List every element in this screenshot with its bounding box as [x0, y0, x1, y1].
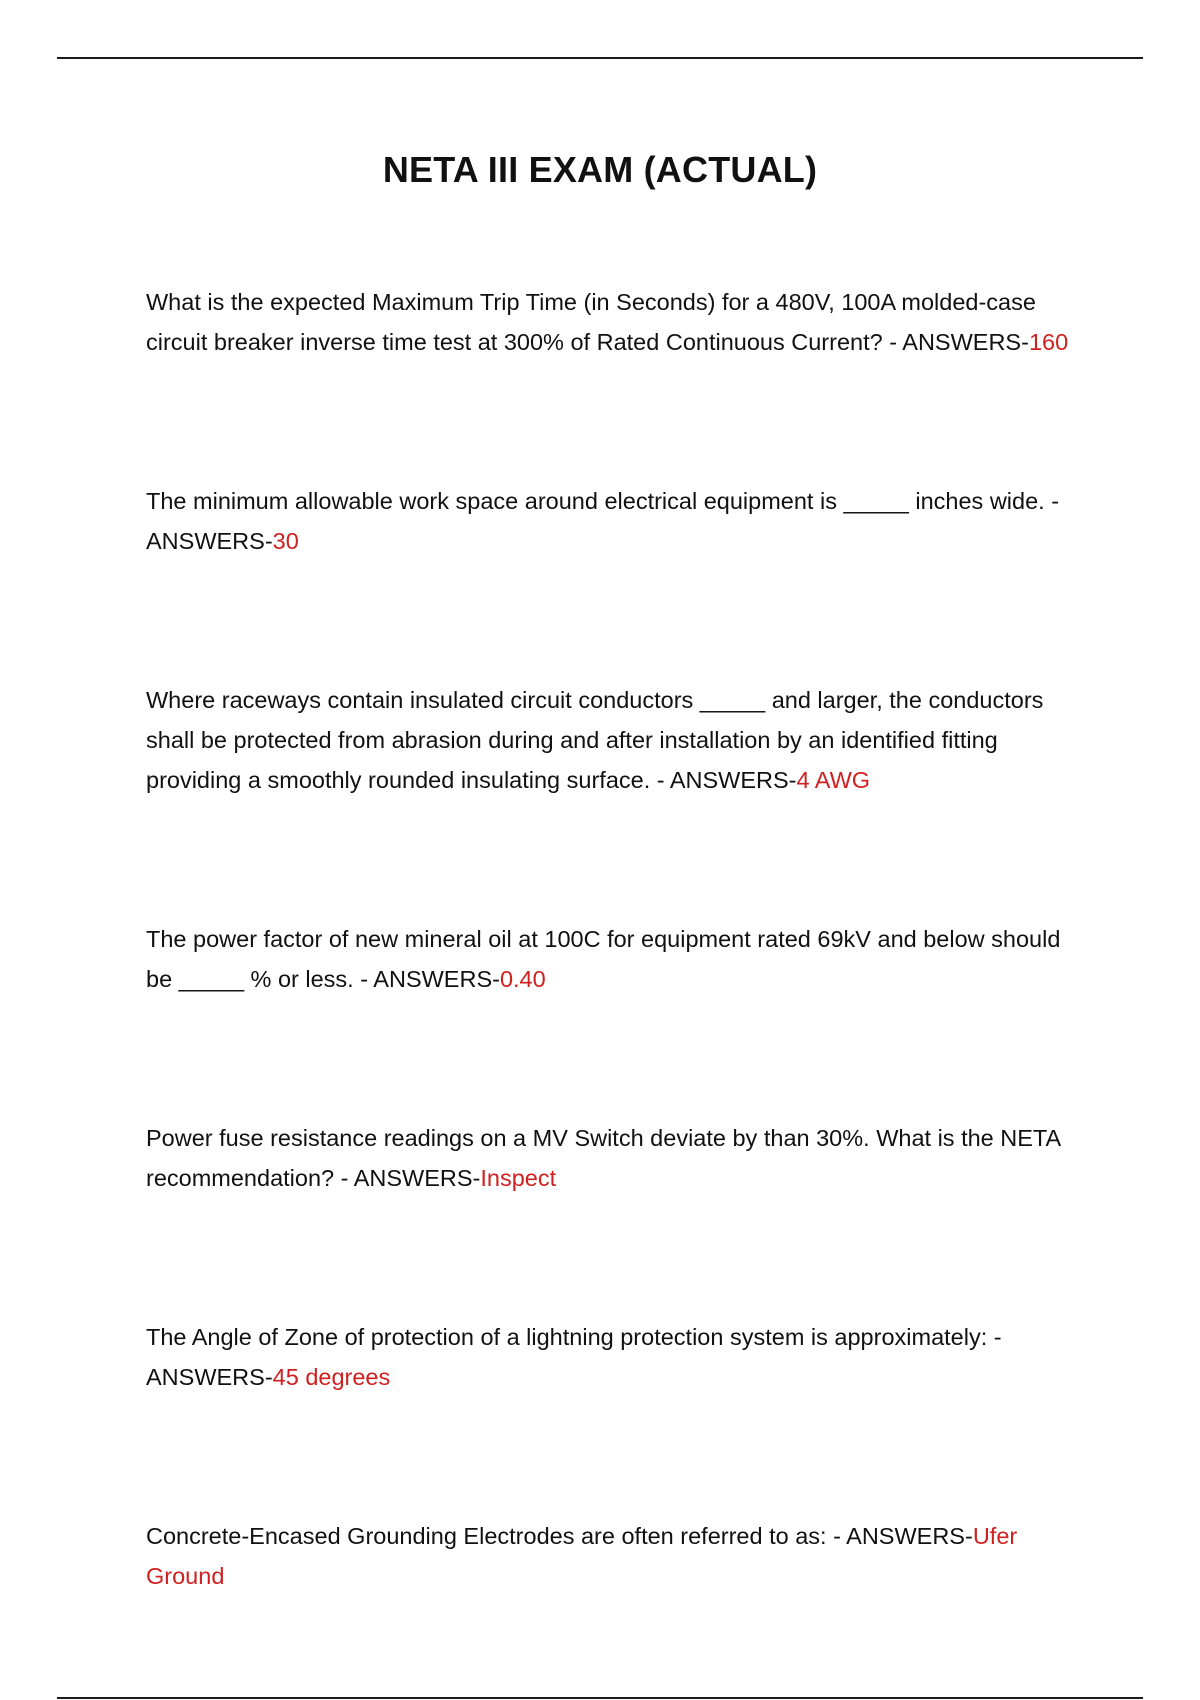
answer-text: 30 [272, 528, 299, 554]
answer-prefix: - ANSWERS- [146, 488, 1060, 554]
qa-item-6 [146, 1317, 1091, 1397]
qa-item-1 [146, 282, 1091, 362]
answer-prefix: - ANSWERS- [334, 1165, 481, 1191]
answer-text: 160 [1028, 329, 1069, 355]
qa-item-2 [146, 481, 1091, 561]
answer-text: 4 AWG [796, 767, 871, 793]
qa-item-4 [146, 919, 1091, 999]
qa-item-5 [146, 1118, 1091, 1198]
question-text: The Angle of Zone of protection of a lightning protection system is approximately: [146, 1324, 988, 1350]
qa-list [146, 282, 1091, 1596]
answer-prefix: - ANSWERS- [650, 767, 797, 793]
answer-text: 0.40 [499, 966, 546, 992]
question-text: The power factor of new mineral oil at 100C for equipment rated 69kV and below should be _____ % or less. [146, 926, 1061, 992]
question-text: The minimum allowable work space around electrical equipment is _____ inches wide. [146, 488, 1045, 514]
answer-text: 45 degrees [272, 1364, 391, 1390]
question-text: What is the expected Maximum Trip Time (in Seconds) for a 480V, 100A molded-case circuit breaker inverse time test at 300% of Rated Continuous Current? [146, 289, 1036, 355]
qa-item-7 [146, 1516, 1091, 1596]
answer-prefix: - ANSWERS- [353, 966, 500, 992]
answer-text: Inspect [480, 1165, 557, 1191]
question-text: Concrete-Encased Grounding Electrodes are often referred to as: [146, 1523, 827, 1549]
qa-item-3 [146, 680, 1091, 800]
page-title: NETA III EXAM (ACTUAL) [382, 149, 818, 190]
question-text: Power fuse resistance readings on a MV Switch deviate by than 30%. What is the NETA recommendation? [146, 1125, 1060, 1191]
question-text: Where raceways contain insulated circuit conductors _____ and larger, the conductors shall be protected from abrasion during and after installation by an identified fitting providing a smoothly rounded insulating surface. [146, 687, 1044, 793]
answer-prefix: - ANSWERS- [146, 1324, 1002, 1390]
answer-prefix: - ANSWERS- [882, 329, 1029, 355]
bottom-rule [57, 1697, 1143, 1699]
top-rule [57, 57, 1143, 59]
answer-prefix: - ANSWERS- [826, 1523, 973, 1549]
answer-text: Ufer Ground [146, 1523, 1018, 1589]
